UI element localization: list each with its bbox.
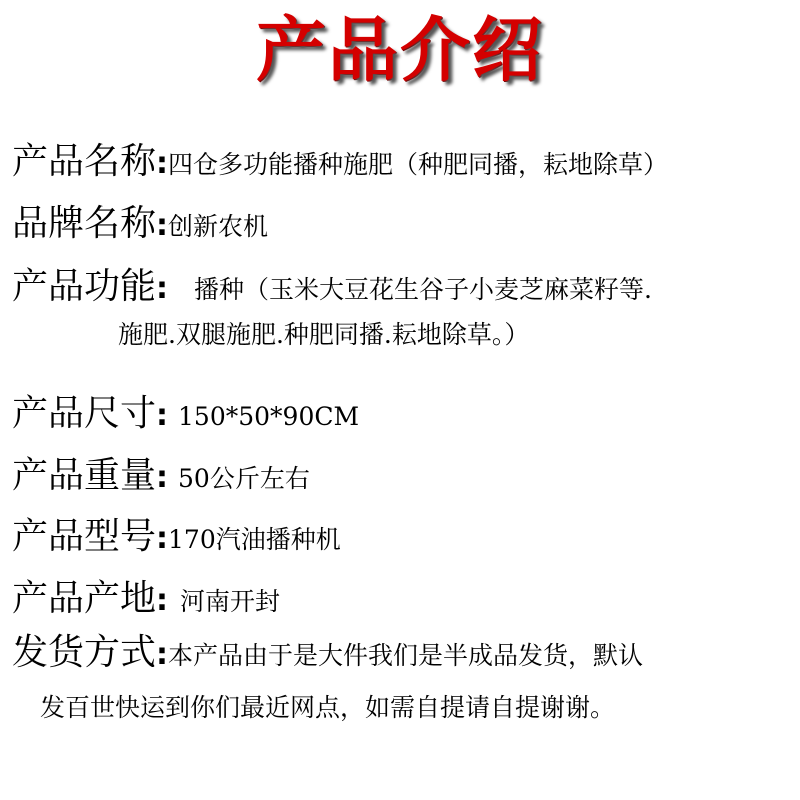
spec-value: 170汽油播种机 (168, 525, 341, 554)
spec-colon: : (156, 637, 169, 672)
spec-value: 150*50*90CM (178, 402, 360, 431)
spec-colon: : (156, 583, 169, 618)
spec-label: 产品重量 (12, 455, 157, 496)
spec-colon: : (156, 460, 169, 495)
spec-label: 产品产地 (12, 578, 157, 619)
spec-row-product-function (12, 258, 792, 309)
spec-row-product-model (12, 508, 792, 559)
spec-label: 产品型号 (12, 516, 157, 557)
spec-label: 品牌名称 (12, 203, 157, 244)
spec-value: 创新农机 (168, 212, 269, 241)
spec-value-continuation: 施肥.双腿施肥.种肥同播.耘地除草。） (118, 320, 530, 349)
spec-row-product-size (12, 385, 792, 436)
spec-row-brand-name (12, 195, 792, 246)
spec-row-origin (12, 570, 792, 621)
spec-colon: : (156, 208, 169, 243)
spec-row-product-name (12, 133, 792, 184)
page-title: 产品介绍 (256, 9, 544, 91)
spec-label: 产品名称 (12, 141, 157, 182)
spec-colon: : (156, 521, 169, 556)
spec-value-continuation: 发百世快运到你们最近网点，如需自提请自提谢谢。 (40, 693, 616, 722)
spec-value: 河南开封 (180, 587, 281, 616)
spec-value: 50公斤左右 (178, 464, 310, 493)
spec-value: 播种（玉米大豆花生谷子小麦芝麻菜籽等. (194, 275, 652, 304)
spec-label: 产品功能 (12, 266, 157, 307)
spec-label: 产品尺寸 (12, 393, 157, 434)
spec-colon: : (156, 271, 169, 306)
spec-value: 本产品由于是大件我们是半成品发货，默认 (168, 641, 644, 670)
spec-row-product-weight (12, 447, 792, 498)
spec-value: 四仓多功能播种施肥（种肥同播，耘地除草） (168, 150, 669, 179)
spec-row-shipping (12, 624, 792, 675)
spec-label: 发货方式 (12, 632, 157, 673)
spec-colon: : (156, 398, 169, 433)
spec-colon: : (156, 146, 169, 181)
